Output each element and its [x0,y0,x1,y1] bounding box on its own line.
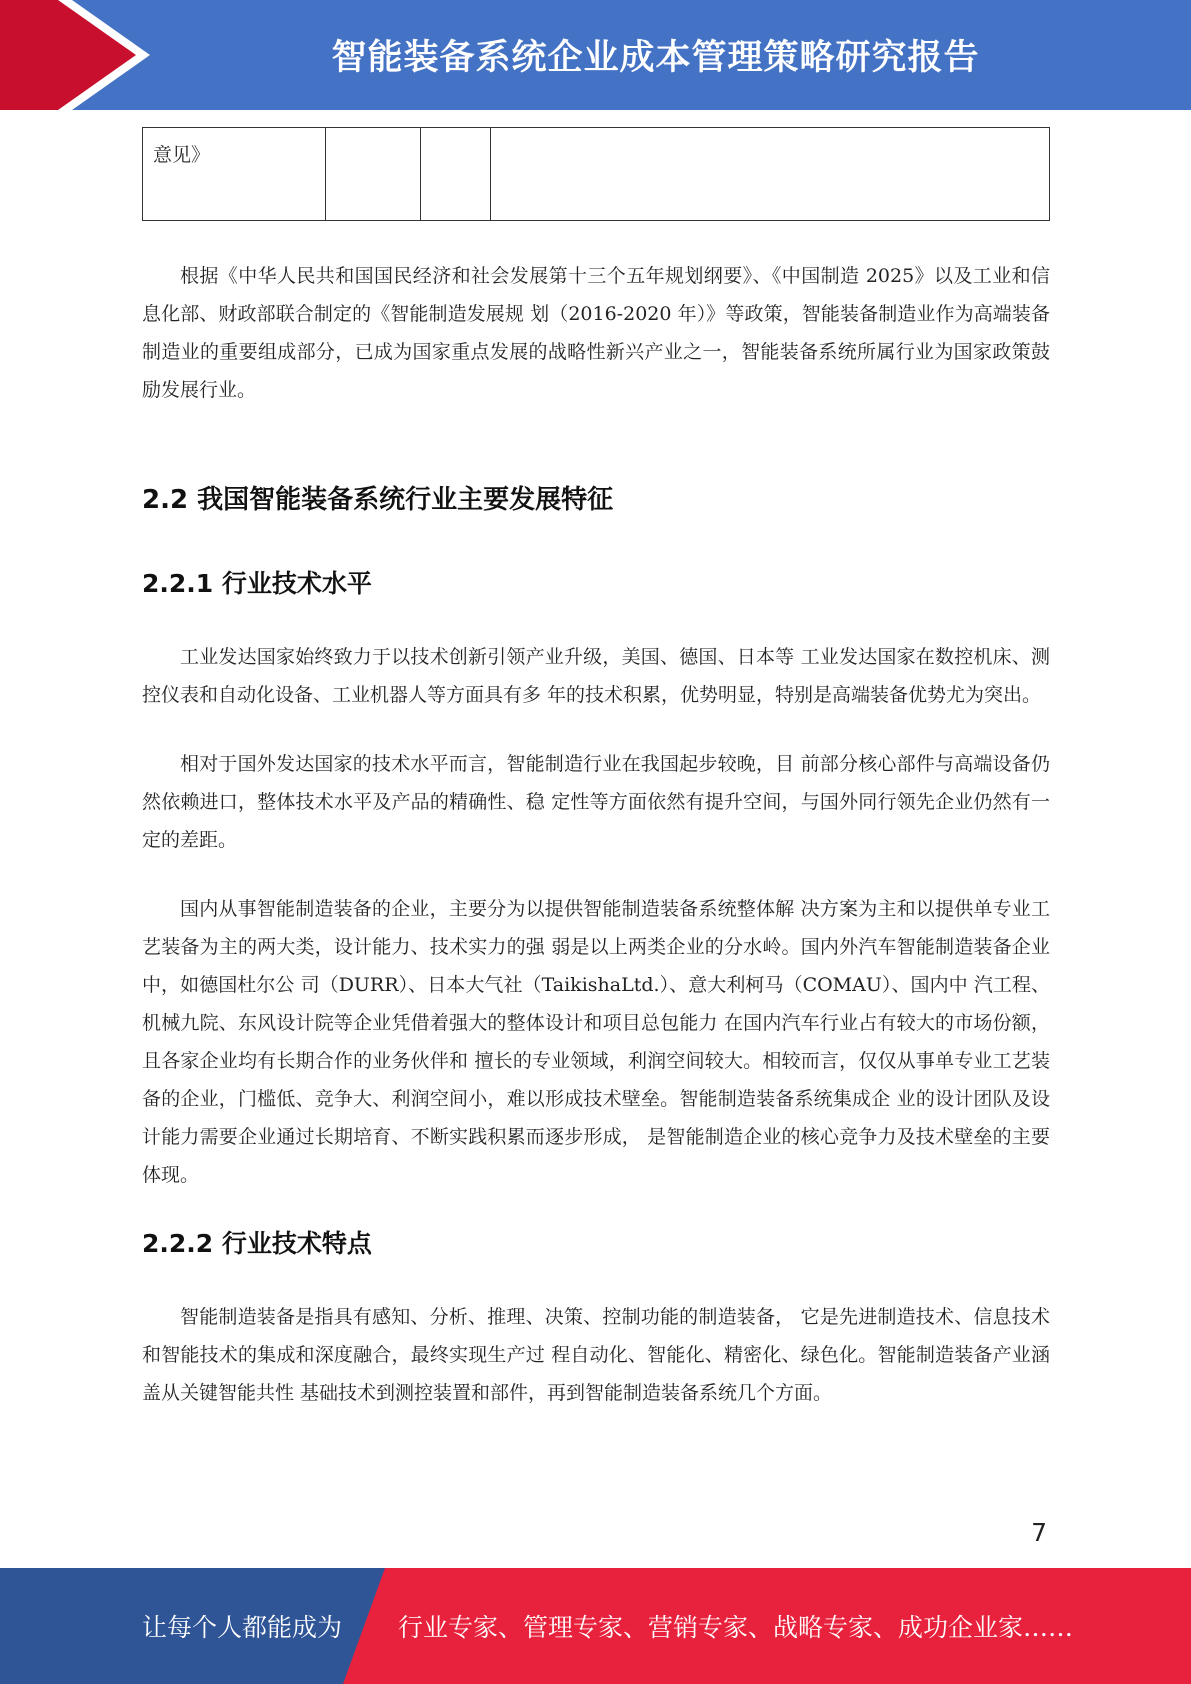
footer-slogan: 让每个人都能成为 [142,1613,343,1642]
header-chevron-icon [0,0,160,110]
page-footer [0,1568,1191,1684]
table-cell [326,128,421,221]
body-paragraph: 工业发达国家始终致力于以技术创新引领产业升级，美国、德国、日本等 工业发达国家在数控机床、测控仪表和自动化设备、工业机器人等方面具有多 年的技术积累，优势明显，特别是高端装备优势尤为突出。 [142,646,1050,706]
body-paragraph: 相对于国外发达国家的技术水平而言，智能制造行业在我国起步较晚，目 前部分核心部件与高端设备仍然依赖进口，整体技术水平及产品的精确性、稳 定性等方面依然有提升空间，与国外同行领先企业仍然有一定的差距。 [142,753,1050,851]
table-cell: 意见》 [143,128,326,221]
table-cell [491,128,1050,221]
body-paragraph: 国内从事智能制造装备的企业，主要分为以提供智能制造装备系统整体解 决方案为主和以提供单专业工艺装备为主的两大类，设计能力、技术实力的强 弱是以上两类企业的分水岭。国内外汽车智能制造装备企业中，如德国杜尔公 司（DURR）、日本大气社（TaikishaLtd.）、意大利柯马（COMAU）、国内中 汽工程、机械九院、东风设计院等企业凭借着强大的整体设计和项目总包能力 在国内汽车行业占有较大的市场份额，且各家企业均有长期合作的业务伙伴和 擅长的专业领域，利润空间较大。相较而言，仅仅从事单专业工艺装备的企业，门槛低、竞争大、利润空间小，难以形成技术壁垒。智能制造装备系统集成企 业的设计团队及设计能力需要企业通过长期培育、不断实践积累而逐步形成， 是智能制造企业的核心竞争力及技术壁垒的主要体现。 [142,898,1050,1186]
footer-roles: 行业专家、管理专家、营销专家、战略专家、成功企业家…… [398,1613,1074,1642]
page-header [0,0,1191,110]
section-heading-2-2-1: 2.2.1 行业技术水平 [142,569,372,598]
section-heading-2-2-2: 2.2.2 行业技术特点 [142,1229,372,1258]
table-row [143,128,1050,221]
intro-paragraph: 根据《中华人民共和国国民经济和社会发展第十三个五年规划纲要》、《中国制造 2025》以及工业和信息化部、财政部联合制定的《智能制造发展规 划（2016-2020 年）》等政策，智能装备制造业作为高端装备制造业的重要组成部分，已成为国家重点发展的战略性新兴产业之一，智能装备系统所属行业为国家政策鼓励发展行业。 [142,265,1050,401]
section-heading-2-2: 2.2 我国智能装备系统行业主要发展特征 [142,485,614,515]
report-title: 智能装备系统企业成本管理策略研究报告 [331,38,980,78]
page-content [142,127,1050,1412]
body-paragraph: 智能制造装备是指具有感知、分析、推理、决策、控制功能的制造装备， 它是先进制造技术、信息技术和智能技术的集成和深度融合，最终实现生产过 程自动化、智能化、精密化、绿色化。智能制造装备产业涵盖从关键智能共性 基础技术到测控装置和部件，再到智能制造装备系统几个方面。 [142,1306,1050,1404]
page-number: 7 [1031,1518,1047,1547]
table-cell [421,128,491,221]
opinion-table [142,127,1050,221]
